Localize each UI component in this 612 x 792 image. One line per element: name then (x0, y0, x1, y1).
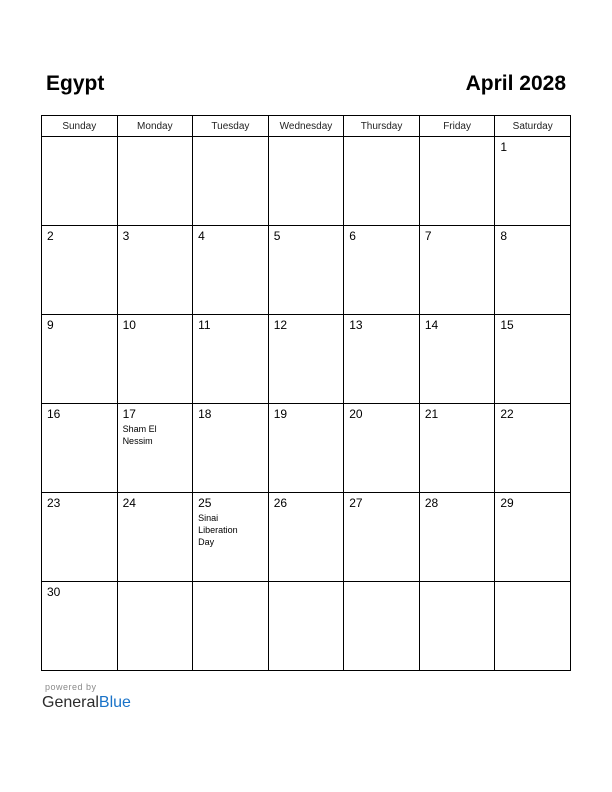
brand-name-part2: Blue (98, 694, 131, 711)
day-cell (344, 315, 420, 404)
day-number: 14 (424, 318, 439, 332)
day-number: 17 (122, 407, 136, 421)
weekday-header-sunday: Sunday (42, 116, 118, 137)
day-cell (495, 404, 571, 493)
day-cell (193, 404, 269, 493)
day-cell (268, 404, 344, 493)
day-number: 21 (424, 407, 439, 421)
week-row (42, 582, 571, 671)
day-cell (42, 493, 118, 582)
day-number: 15 (500, 318, 514, 332)
day-cell (268, 226, 344, 315)
day-number: 16 (47, 407, 61, 421)
day-number: 22 (500, 407, 514, 421)
day-number: 13 (349, 318, 363, 332)
day-cell (193, 137, 269, 226)
day-number: 18 (198, 407, 212, 421)
day-cell (193, 582, 269, 671)
day-number: 30 (47, 585, 61, 599)
day-number: 4 (198, 229, 205, 243)
weekday-header-row (42, 116, 571, 137)
day-number: 2 (47, 229, 54, 243)
week-row (42, 315, 571, 404)
brand-name-part1: General (42, 694, 99, 711)
day-cell (268, 493, 344, 582)
day-cell (117, 404, 193, 493)
weekday-header-friday: Friday (419, 116, 495, 137)
day-cell (344, 493, 420, 582)
country-title: Egypt (46, 72, 105, 95)
day-number: 12 (273, 318, 288, 332)
weekday-header-monday: Monday (117, 116, 193, 137)
week-row (42, 137, 571, 226)
day-number: 8 (500, 229, 508, 243)
day-cell (419, 315, 495, 404)
day-cell (117, 137, 193, 226)
day-number: 1 (500, 140, 508, 154)
powered-by-label: powered by (45, 682, 97, 692)
week-row (42, 404, 571, 493)
holiday-label: Sinai Liberation Day (198, 513, 238, 547)
day-cell (268, 137, 344, 226)
day-cell (193, 226, 269, 315)
day-cell (42, 404, 118, 493)
day-number: 5 (273, 229, 281, 243)
day-cell (419, 493, 495, 582)
day-cell (419, 404, 495, 493)
day-cell (344, 137, 420, 226)
day-number: 29 (500, 496, 514, 510)
day-number: 26 (273, 496, 288, 510)
day-cell (117, 315, 193, 404)
week-row (42, 493, 571, 582)
day-cell (193, 493, 269, 582)
day-cell (495, 493, 571, 582)
weekday-header-thursday: Thursday (344, 116, 420, 137)
day-cell (42, 582, 118, 671)
day-cell (419, 137, 495, 226)
day-cell (495, 582, 571, 671)
day-cell (117, 493, 193, 582)
day-cell (117, 582, 193, 671)
weekday-header-wednesday: Wednesday (268, 116, 344, 137)
day-cell (344, 582, 420, 671)
day-cell (495, 226, 571, 315)
day-cell (193, 315, 269, 404)
day-number: 9 (47, 318, 54, 332)
day-number: 6 (349, 229, 356, 243)
day-number: 3 (122, 229, 130, 243)
day-cell (268, 582, 344, 671)
day-cell (419, 582, 495, 671)
holiday-label: Sham El Nessim (122, 424, 157, 446)
day-number: 25 (198, 496, 212, 510)
day-number: 27 (349, 496, 363, 510)
day-cell (42, 315, 118, 404)
day-cell (42, 137, 118, 226)
day-number: 10 (122, 318, 136, 332)
day-cell (117, 226, 193, 315)
day-number: 23 (47, 496, 61, 510)
month-year-title: April 2028 (465, 72, 566, 95)
day-number: 28 (424, 496, 439, 510)
day-number: 24 (122, 496, 136, 510)
day-number: 19 (273, 407, 288, 421)
day-cell (419, 226, 495, 315)
generalblue-logo[interactable] (42, 693, 131, 713)
day-cell (344, 404, 420, 493)
calendar-grid (41, 115, 571, 671)
day-number: 7 (424, 229, 432, 243)
day-cell (344, 226, 420, 315)
weekday-header-saturday: Saturday (495, 116, 571, 137)
day-number: 11 (198, 318, 211, 332)
weekday-header-tuesday: Tuesday (193, 116, 269, 137)
day-cell (42, 226, 118, 315)
day-number: 20 (349, 407, 363, 421)
day-cell (495, 315, 571, 404)
day-cell (495, 137, 571, 226)
day-cell (268, 315, 344, 404)
week-row (42, 226, 571, 315)
